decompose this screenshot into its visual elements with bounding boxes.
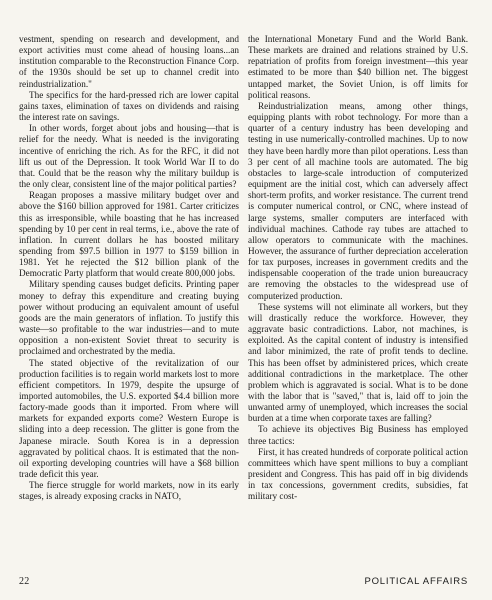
paragraph: These systems will not eliminate all workers, but they will drastically reduce the workforce. However, they aggravate basic contradictions. Labor, not machines, is exploited. As the capital content of industry is intensified and labor minimized, the rate of profit tends to decline. This has been offset by administered prices, which create additional contradictions in the marketplace. The other problem which is aggravated is social. What is to be done with the labor that is "saved," that is, laid off to join the unwanted army of unemployed, which increases the social burden at a time when corporate taxes are falling? [248,301,468,424]
paragraph: The specifics for the hard-pressed rich are lower capital gains taxes, elimination of taxes on dividends and raising the interest rate on savings. [19,89,239,123]
paragraph: vestment, spending on research and development, and export activities must come ahead of housing loans...an institution comparable to the Reconstruction Finance Corp. of the 1930s should be set up to channel credit into reindustrialization." [19,34,239,89]
page-number: 22 [19,576,30,587]
paragraph: Reagan proposes a massive military budget over and above the $160 billion approved for 1981. Carter criticizes this as irresponsible, while boasting that he has increased spending by 10 per cent in real terms, i.e., above the rate of inflation. In current dollars he has boosted military spending from $97.5 billion in 1977 to $159 billion in 1981. Yet he rejected the $12 billion plank of the Democratic Party platform that would create 800,000 jobs. [19,190,239,279]
paragraph: The stated objective of the revitalization of our production facilities is to regain world markets lost to more efficient competitors. In 1979, despite the upsurge of imported automobiles, the U.S. exported $4.4 billion more factory-made goods than it imported. From where will markets for expanded exports come? Western Europe is sliding into a deep recession. The glitter is gone from the Japanese miracle. South Korea is in a depression aggravated by political chaos. It is estimated that the non-oil exporting developing countries will have a $68 billion trade deficit this year. [19,357,239,480]
page-footer [19,576,468,587]
right-column [248,34,468,564]
paragraph: To achieve its objectives Big Business has employed three tactics: [248,424,468,446]
paragraph: The fierce struggle for world markets, now in its early stages, is already exposing cracks in NATO, [19,480,239,502]
left-column [19,34,239,564]
paragraph: First, it has created hundreds of corporate political action committees which have spent millions to buy a compliant president and Congress. This has paid off in big dividends in tax concessions, government credits, subsidies, fat military cost- [248,446,468,502]
paragraph: In other words, forget about jobs and housing—that is relief for the needy. What is needed is the invigorating incentive of enriching the rich. As for the RFC, it did not lift us out of the Depression. It took World War II to do that. Could that be the reason why the military buildup is the only clear, consistent line of the major political parties? [19,123,239,190]
paragraph: Reindustrialization means, among other things, equipping plants with robot technology. For more than a quarter of a century industry has been developing and testing in use numerically-controlled machines. Up to now they have been hardly more than pilot operations. Less than 3 per cent of all machine tools are automated. The big obstacles to large-scale introduction of computerized equipment are the initial cost, which can adversely affect short-term profits, and worker resistance. The current trend is computer numerical control, or CNC, where instead of large systems, smaller computers are interfaced with individual machines. Cathode ray tubes are attached to allow operators to communicate with the machines. However, the assurance of further depreciation acceleration for tax purposes, increases in government credits and the indispensable cooperation of the trade union bureaucracy are removing the obstacles to the widespread use of computerized production. [248,100,468,301]
paragraph: Military spending causes budget deficits. Printing paper money to defray this expenditure and creating buying power without producing an equivalent amount of useful goods are the main generators of inflation. To justify this waste—so profitable to the war industries—and to mute opposition a non-existent Soviet threat to security is proclaimed and orchestrated by the media. [19,279,239,357]
paragraph: the International Monetary Fund and the World Bank. These markets are drained and relations strained by U.S. repatriation of profits from foreign investment—this year estimated to be more than $40 billion net. The biggest untapped market, the Soviet Union, is off limits for political reasons. [248,34,468,100]
publication-title: POLITICAL AFFAIRS [364,576,468,587]
article-body [19,34,468,564]
